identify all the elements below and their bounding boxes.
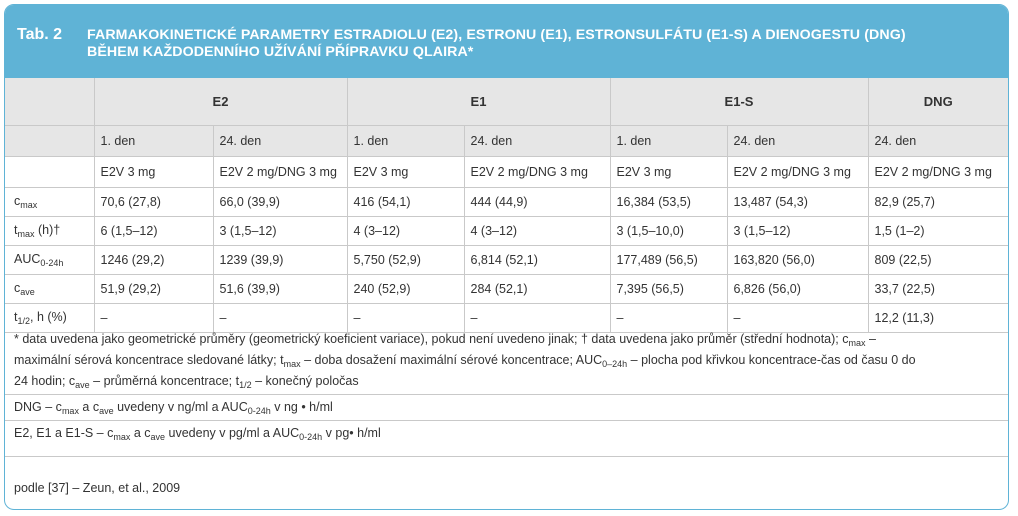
dose-cell: E2V 2 mg/DNG 3 mg — [464, 157, 610, 188]
value-cell: 70,6 (27,8) — [94, 188, 213, 217]
value-cell: 3 (1,5–12) — [213, 217, 347, 246]
value-cell: – — [610, 304, 727, 333]
group-header-e1s: E1-S — [610, 78, 868, 126]
value-cell: 5,750 (52,9) — [347, 246, 464, 275]
table-row-cave — [5, 275, 1008, 304]
table-notes — [5, 327, 1008, 503]
value-cell: 66,0 (39,9) — [213, 188, 347, 217]
row-label: $t_{1/2}$, h (%) — [5, 304, 94, 333]
footnote-estrogen-units: E2, E1 a $E1-S - c_{max}$ a $c_{ave}$ uvedeny v pg/ml a $AUC_{0-24h}$ v pg• h/ml — [5, 421, 1008, 457]
value-cell: 444 (44,9) — [464, 188, 610, 217]
day-header-cell: 24. den — [213, 126, 347, 157]
group-header-row — [5, 78, 1008, 126]
day-header-cell: 24. den — [727, 126, 868, 157]
group-header-e2: E2 — [94, 78, 347, 126]
table-header — [5, 5, 1008, 78]
table-row-cmax — [5, 188, 1008, 217]
table-number: Tab. 2 — [17, 26, 63, 43]
value-cell: – — [94, 304, 213, 333]
dose-cell: E2V 2 mg/DNG 3 mg — [213, 157, 347, 188]
group-header-empty — [5, 78, 94, 126]
dose-row-empty — [5, 157, 94, 188]
value-cell: 177,489 (56,5) — [610, 246, 727, 275]
row-label: $c_{max}$ — [5, 188, 94, 217]
value-cell: – — [464, 304, 610, 333]
value-cell: 4 (3–12) — [347, 217, 464, 246]
value-cell: 1,5 (1–2) — [868, 217, 1008, 246]
value-cell: – — [347, 304, 464, 333]
dose-row — [5, 157, 1008, 188]
day-header-empty — [5, 126, 94, 157]
day-header-cell: 24. den — [464, 126, 610, 157]
value-cell: 1246 (29,2) — [94, 246, 213, 275]
value-cell: – — [213, 304, 347, 333]
table-title-line-2: BĚHEM KAŽDODENNÍHO UŽÍVÁNÍ PŘÍPRAVKU QLAIRA* — [87, 44, 474, 60]
table-frame — [4, 4, 1009, 510]
table-title — [87, 27, 997, 61]
value-cell: 4 (3–12) — [464, 217, 610, 246]
pharmacokinetics-table — [5, 78, 1008, 333]
value-cell: 82,9 (25,7) — [868, 188, 1008, 217]
value-cell: 3 (1,5–10,0) — [610, 217, 727, 246]
row-label: $c_{ave}$ — [5, 275, 94, 304]
table-row-tmax — [5, 217, 1008, 246]
dose-cell: E2V 3 mg — [610, 157, 727, 188]
day-header-cell: 1. den — [347, 126, 464, 157]
value-cell: 6,826 (56,0) — [727, 275, 868, 304]
value-cell: 163,820 (56,0) — [727, 246, 868, 275]
group-header-e1: E1 — [347, 78, 610, 126]
value-cell: 51,6 (39,9) — [213, 275, 347, 304]
value-cell: 33,7 (22,5) — [868, 275, 1008, 304]
day-header-cell: 1. den — [94, 126, 213, 157]
value-cell: 3 (1,5–12) — [727, 217, 868, 246]
value-cell: 416 (54,1) — [347, 188, 464, 217]
value-cell: 6,814 (52,1) — [464, 246, 610, 275]
value-cell: 284 (52,1) — [464, 275, 610, 304]
value-cell: 7,395 (56,5) — [610, 275, 727, 304]
table-row-auc — [5, 246, 1008, 275]
day-header-row — [5, 126, 1008, 157]
dose-cell: E2V 3 mg — [347, 157, 464, 188]
footnote-abbreviations: * data uvedena jako geometrické průměry (geometrický koeficient variace), pokud není uvedeno jinak; † data uvedena jako průměr (střední hodnota); $c_{max}$ – maximální sérová koncentrace sledované látky; $t_{max}$ – doba dosažení maximální sérové koncentrace; $AUC_{0-24h}$ – plocha pod křivkou koncentrace-čas od času 0 do 24 hodin; $c_{ave}$ – průměrná koncentrace; $t_{1/2}$ – konečný poločas — [5, 327, 1008, 395]
value-cell: 1239 (39,9) — [213, 246, 347, 275]
value-cell: 809 (22,5) — [868, 246, 1008, 275]
value-cell: 13,487 (54,3) — [727, 188, 868, 217]
value-cell: 240 (52,9) — [347, 275, 464, 304]
footnote-dng-units: DNG – $c_{max}$ a $c_{ave}$ uvedeny v ng/ml a $AUC_{0-24h}$ v ng • h/ml — [5, 395, 1008, 421]
source-citation: podle [37] – Zeun, et al., 2009 — [14, 481, 181, 495]
day-header-cell: 1. den — [610, 126, 727, 157]
dose-cell: E2V 2 mg/DNG 3 mg — [868, 157, 1008, 188]
row-label: $AUC_{0-24h}$ — [5, 246, 94, 275]
dose-cell: E2V 3 mg — [94, 157, 213, 188]
dose-cell: E2V 2 mg/DNG 3 mg — [727, 157, 868, 188]
value-cell: 51,9 (29,2) — [94, 275, 213, 304]
row-label: $t_{max}$ (h)† — [5, 217, 94, 246]
value-cell: 12,2 (11,3) — [868, 304, 1008, 333]
value-cell: 6 (1,5–12) — [94, 217, 213, 246]
day-header-cell: 24. den — [868, 126, 1008, 157]
group-header-dng: DNG — [868, 78, 1008, 126]
value-cell: – — [727, 304, 868, 333]
value-cell: 16,384 (53,5) — [610, 188, 727, 217]
table-title-line-1: FARMAKOKINETICKÉ PARAMETRY ESTRADIOLU (E2), ESTRONU (E1), ESTRONSULFÁTU (E1-S) A DIENOGESTU (DNG) — [87, 27, 906, 43]
